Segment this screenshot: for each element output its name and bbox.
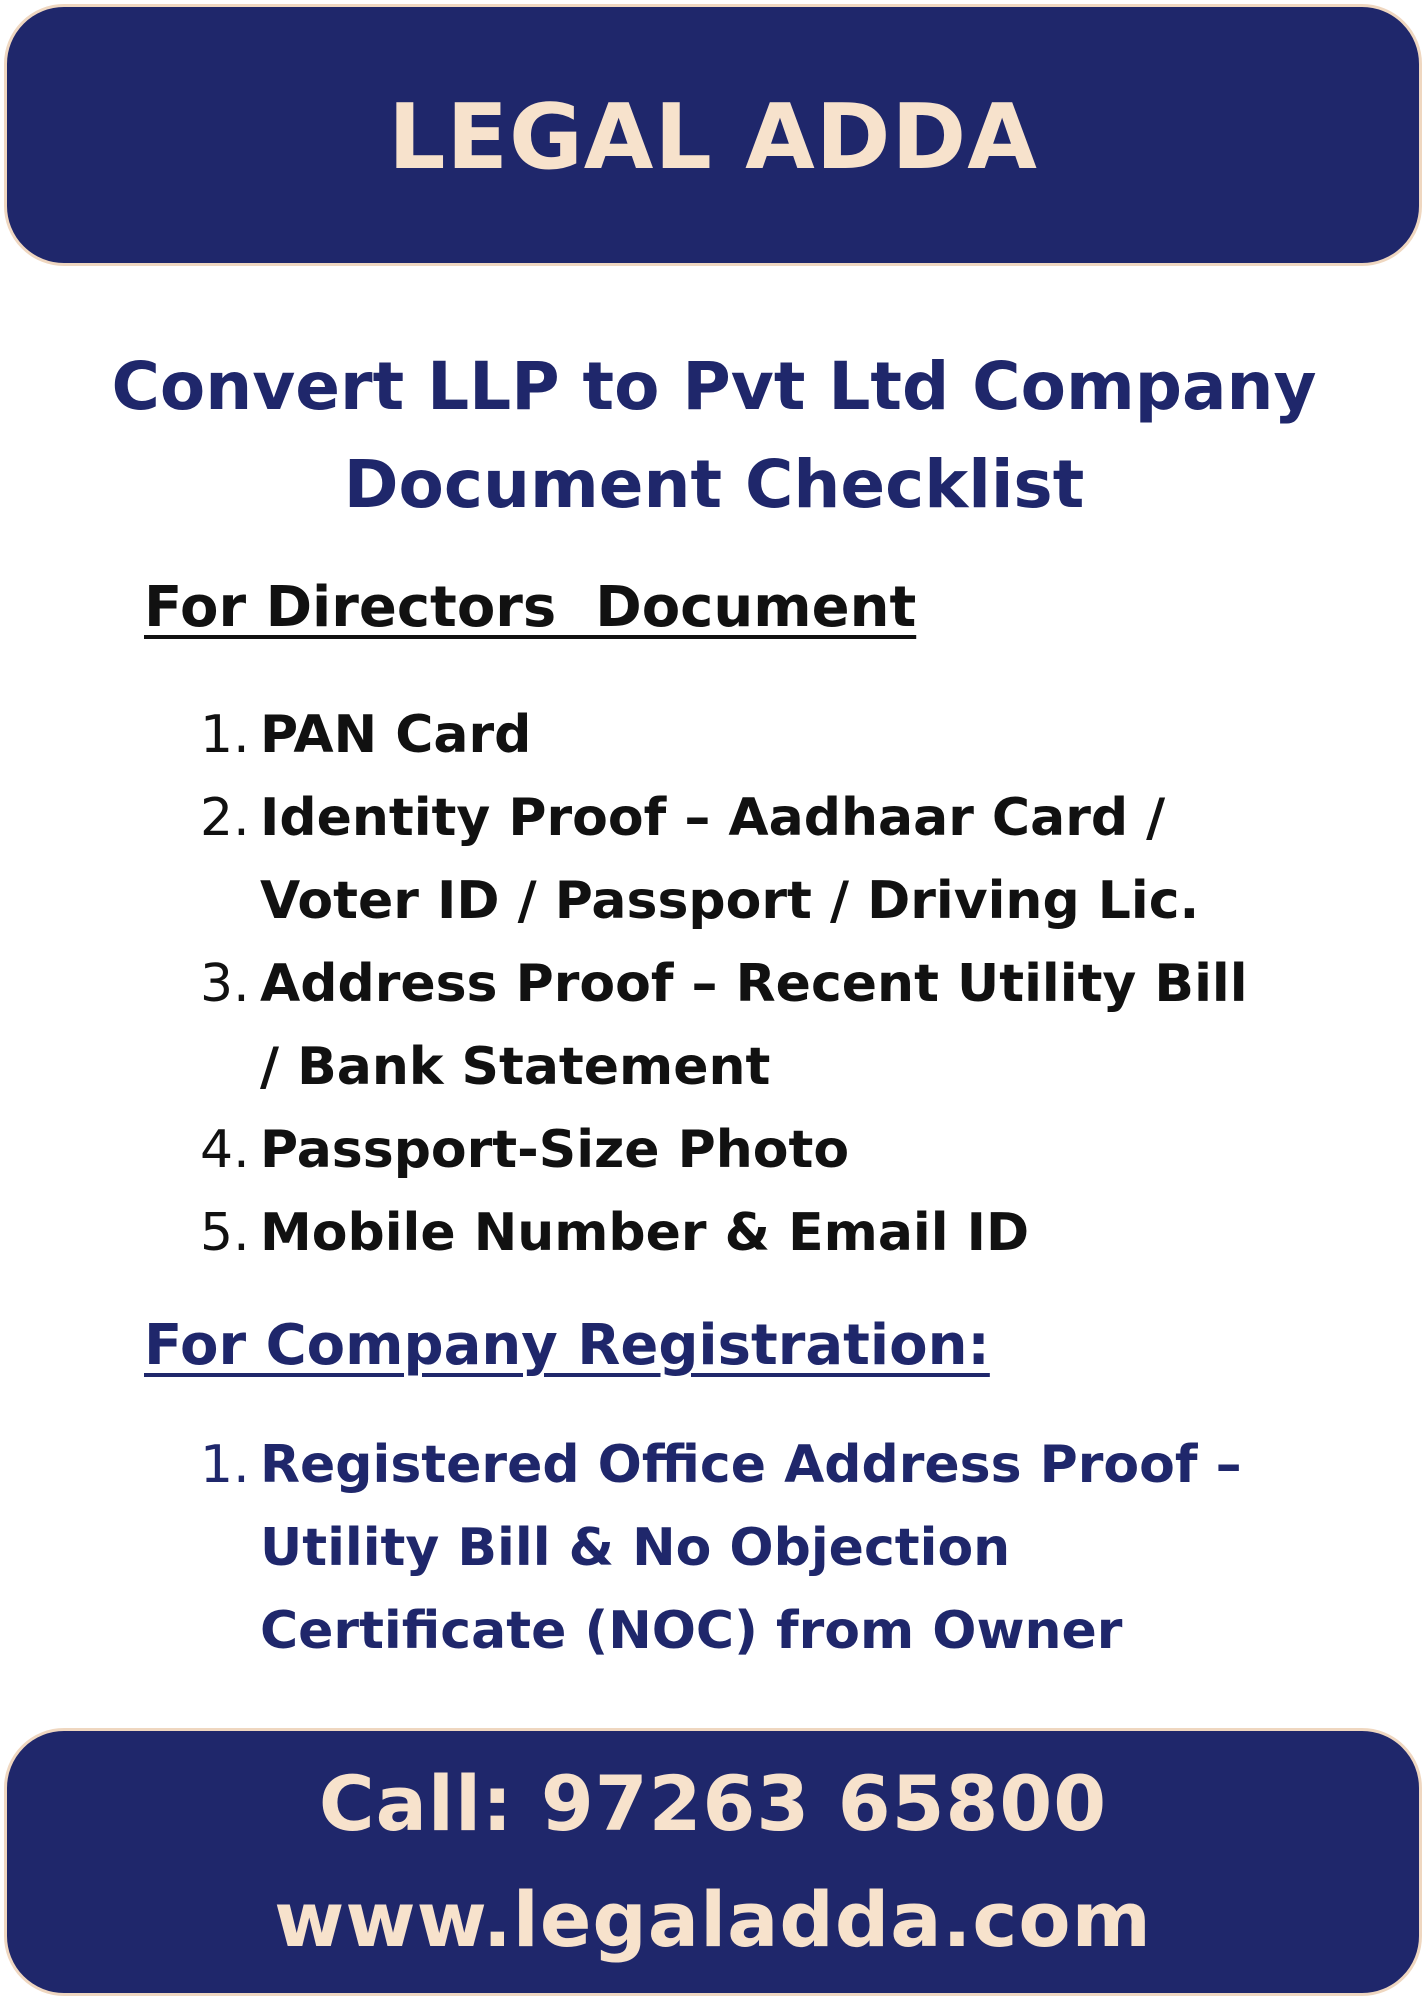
list-item-text: Passport-Size Photo — [260, 1120, 850, 1180]
directors-section-heading: For Directors Document — [144, 575, 917, 640]
list-item-text: Identity Proof – Aadhaar Card / — [260, 788, 1166, 848]
page-title — [0, 338, 1428, 534]
brand-title: LEGAL ADDA — [388, 85, 1038, 190]
list-item — [0, 1192, 1320, 1275]
list-item-text: Registered Office Address Proof – — [260, 1435, 1242, 1495]
list-item-text-continued: Certificate (NOC) from Owner — [260, 1601, 1123, 1661]
list-item — [0, 1109, 1320, 1192]
list-item-text: Address Proof – Recent Utility Bill — [260, 954, 1248, 1014]
list-item-text: PAN Card — [260, 705, 532, 765]
list-item-number: 4. — [200, 1120, 250, 1180]
list-item-text: Mobile Number & Email ID — [260, 1203, 1030, 1263]
list-item — [0, 777, 1320, 943]
list-item-number: 3. — [200, 954, 250, 1014]
list-item-text-continued: Utility Bill & No Objection — [260, 1518, 1011, 1578]
company-document-list — [0, 1424, 1320, 1673]
list-item-number: 1. — [200, 1435, 250, 1495]
company-section-heading: For Company Registration: — [144, 1313, 990, 1378]
list-item — [0, 694, 1320, 777]
list-item-text-continued: Voter ID / Passport / Driving Lic. — [260, 871, 1200, 931]
list-item-number: 5. — [200, 1203, 250, 1263]
list-item — [0, 1424, 1320, 1673]
header-banner — [4, 4, 1422, 266]
directors-document-list — [0, 694, 1320, 1275]
list-item-text-continued: / Bank Statement — [260, 1037, 771, 1097]
page-title-line-1: Convert LLP to Pvt Ltd Company — [111, 348, 1317, 425]
page-title-line-2: Document Checklist — [343, 446, 1085, 523]
list-item — [0, 943, 1320, 1109]
phone-number: Call: 97263 65800 — [318, 1759, 1108, 1848]
list-item-number: 2. — [200, 788, 250, 848]
list-item-number: 1. — [200, 705, 250, 765]
footer-banner — [4, 1728, 1422, 1996]
website-url: www.legaladda.com — [274, 1875, 1152, 1964]
